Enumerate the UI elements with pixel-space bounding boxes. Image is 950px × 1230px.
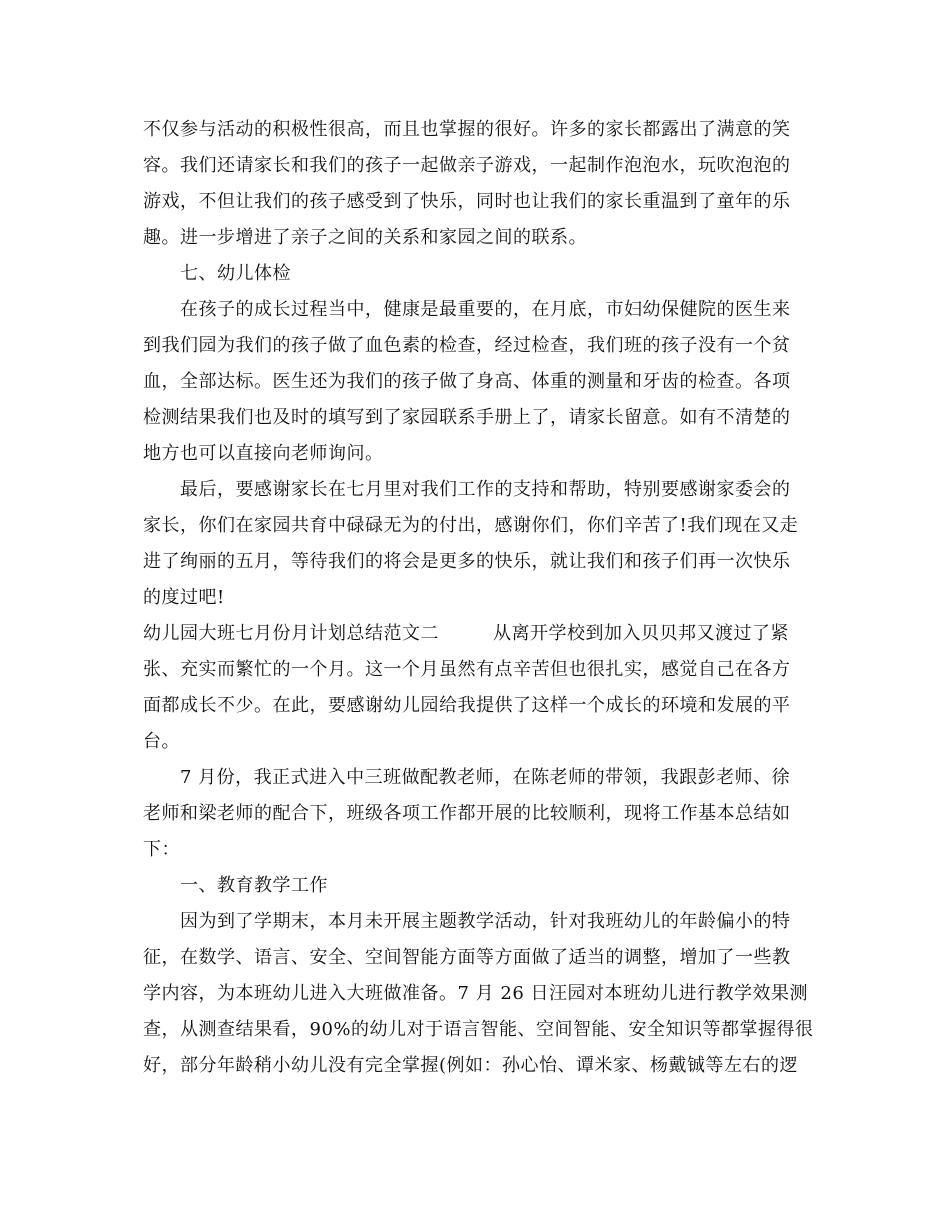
paragraph-line: 进了绚丽的五月，等待我们的将会是更多的快乐，就让我们和孩子们再一次快乐 xyxy=(143,551,791,572)
paragraph-line: 下： xyxy=(143,839,180,860)
paragraph-line: 到我们园为我们的孩子做了血色素的检查，经过检查，我们班的孩子没有一个贫 xyxy=(143,335,791,356)
paragraph-line: 好，部分年龄稍小幼儿没有完全掌握(例如：孙心怡、谭米家、杨戴铖等左右的逻 xyxy=(143,1055,799,1076)
paragraph-line: 不仅参与活动的积极性很高，而且也掌握的很好。许多的家长都露出了满意的笑 xyxy=(143,119,791,140)
paragraph-line: 趣。进一步增进了亲子之间的关系和家园之间的联系。 xyxy=(143,227,587,248)
paragraph-line: 张、充实而繁忙的一个月。这一个月虽然有点辛苦但也很扎实，感觉自己在各方 xyxy=(143,659,791,680)
paragraph-line: 检测结果我们也及时的填写到了家园联系手册上了，请家长留意。如有不清楚的 xyxy=(143,407,791,428)
paragraph-line: 7 月份，我正式进入中三班做配教老师，在陈老师的带领，我跟彭老师、徐 xyxy=(180,767,791,788)
paragraph-line: 面都成长不少。在此，要感谢幼儿园给我提供了这样一个成长的环境和发展的平 xyxy=(143,695,791,716)
paragraph-line: 最后，要感谢家长在七月里对我们工作的支持和帮助，特别要感谢家委会的 xyxy=(180,479,791,500)
paragraph-line: 台。 xyxy=(143,731,180,752)
paragraph-line: 因为到了学期末，本月未开展主题教学活动，针对我班幼儿的年龄偏小的特 xyxy=(180,911,791,932)
paragraph-line: 家长，你们在家园共育中碌碌无为的付出，感谢你们，你们辛苦了!我们现在又走 xyxy=(143,515,799,536)
paragraph-line: 地方也可以直接向老师询问。 xyxy=(143,443,384,464)
paragraph-line: 在孩子的成长过程当中，健康是最重要的，在月底，市妇幼保健院的医生来 xyxy=(180,299,791,320)
paragraph-line: 容。我们还请家长和我们的孩子一起做亲子游戏，一起制作泡泡水，玩吹泡泡的 xyxy=(143,155,791,176)
paragraph-line: 查，从测查结果看，90%的幼儿对于语言智能、空间智能、安全知识等都掌握得很 xyxy=(143,1019,814,1040)
paragraph-line: 游戏，不但让我们的孩子感受到了快乐，同时也让我们的家长重温到了童年的乐 xyxy=(143,191,791,212)
paragraph-line: 学内容，为本班幼儿进入大班做准备。7 月 26 日汪园对本班幼儿进行教学效果测 xyxy=(143,983,809,1004)
document-title-line xyxy=(143,622,789,646)
paragraph-line: 血，全部达标。医生还为我们的孩子做了身高、体重的测量和牙齿的检查。各项 xyxy=(143,371,791,392)
section-heading: 一、教育教学工作 xyxy=(180,875,328,896)
document-title: 幼儿园大班七月份月计划总结范文二 xyxy=(143,623,439,644)
paragraph-line: 征，在数学、语言、安全、空间智能方面等方面做了适当的调整，增加了一些教 xyxy=(143,947,791,968)
paragraph-line: 老师和梁老师的配合下，班级各项工作都开展的比较顺利，现将工作基本总结如 xyxy=(143,803,791,824)
section-heading: 七、幼儿体检 xyxy=(180,263,291,284)
paragraph-line: 的度过吧! xyxy=(143,587,225,608)
paragraph-text: 从离开学校到加入贝贝邦又渡过了紧 xyxy=(493,623,789,644)
